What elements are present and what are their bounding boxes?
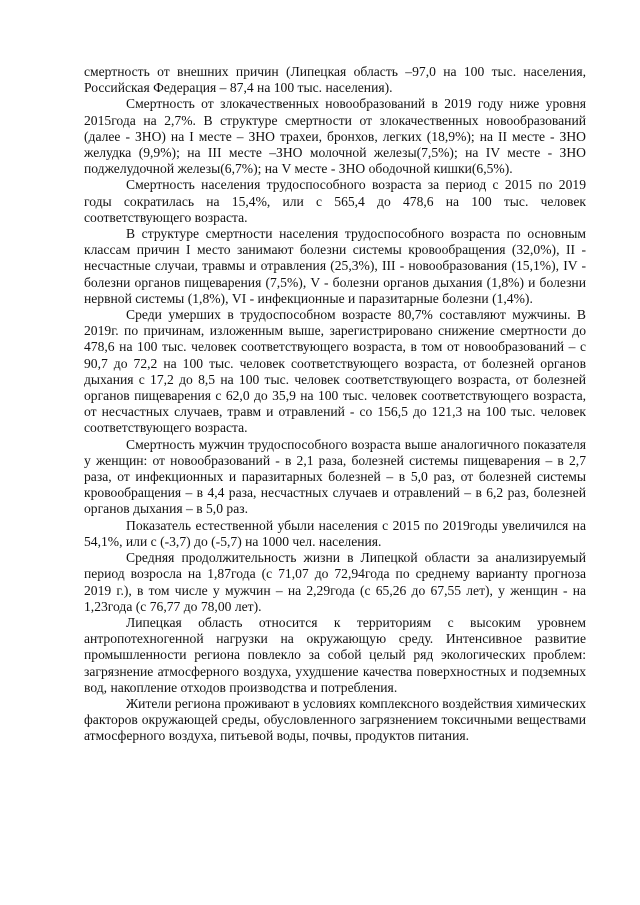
paragraph-external-causes-mortality: смертность от внешних причин (Липецкая область –97,0 на 100 тыс. населения, Российская Федерация – 87,4 на 100 тыс. населения). xyxy=(84,64,586,96)
paragraph-environmental-load: Липецкая область относится к территориям с высоким уровнем антропотехногенной нагрузки на окружающую среду. Интенсивное развитие промышленности региона повлекло за собой целый ряд экологических проблем: загрязнение атмосферного воздуха, ухудшение качества поверхностных и подземных вод, накопление отходов производства и потребления. xyxy=(84,614,586,695)
paragraph-life-expectancy: Средняя продолжительность жизни в Липецкой области за анализируемый период возросла на 1,87года (с 71,07 до 72,94года по среднему варианту прогноза 2019 г.), в том числе у мужчин – на 2,29года (с 65,26 до 67,55 лет), у женщин - на 1,23года (с 76,77 до 78,00 лет). xyxy=(84,550,586,614)
paragraph-cancer-mortality: Смертность от злокачественных новообразований в 2019 году ниже уровня 2015года на 2,7%. В структуре смертности от злокачественных новообразований (далее - ЗНО) на I месте – ЗНО трахеи, бронхов, легких (18,9%); на II месте - ЗНО желудка (9,9%); на III месте –ЗНО молочной железы(7,5%); на IV месте - ЗНО поджелудочной железы(6,7%); на V месте - ЗНО ободочной кишки(6,5%). xyxy=(84,96,586,177)
paragraph-working-age-mortality: Смертность населения трудоспособного возраста за период с 2015 по 2019 годы сократилась на 15,4%, или с 565,4 до 478,6 на 100 тыс. человек соответствующего возраста. xyxy=(84,177,586,225)
paragraph-chemical-factors: Жители региона проживают в условиях комплексного воздействия химических факторов окружающей среды, обусловленного загрязнением токсичными веществами атмосферного воздуха, питьевой воды, почвы, продуктов питания. xyxy=(84,695,586,744)
paragraph-male-female-comparison: Смертность мужчин трудоспособного возраста выше аналогичного показателя у женщин: от новообразований - в 2,1 раза, болезней системы пищеварения – в 2,7 раза, от инфекционных и паразитарных болезней – в 5,0 раз, от болезней системы кровообращения – в 4,4 раза, несчастных случаев и отравлений – в 6,2 раз, болезней органов дыхания – в 5,0 раз. xyxy=(84,436,586,517)
paragraph-natural-decline: Показатель естественной убыли населения с 2015 по 2019годы увеличился на 54,1%, или с (-3,7) до (-5,7) на 1000 чел. населения. xyxy=(84,517,586,549)
document-page xyxy=(84,64,586,745)
paragraph-mortality-structure: В структуре смертности населения трудоспособного возраста по основным классам причин I место занимают болезни системы кровообращения (32,0%), II - несчастные случаи, травмы и отравления (25,3%), III - новообразования (15,1%), IV - болезни органов пищеварения (7,5%), V - болезни органов дыхания (1,8%) и болезни нервной системы (1,8%), VI - инфекционные и паразитарные болезни (1,4%). xyxy=(84,226,586,306)
paragraph-male-deaths-share: Среди умерших в трудоспособном возрасте 80,7% составляют мужчины. В 2019г. по причинам, изложенным выше, зарегистрировано снижение смертности до 478,6 на 100 тыс. человек соответствующего возраста, в том от новообразований – с 90,7 до 72,2 на 100 тыс. человек соответствующего возраста, от болезней органов дыхания с 17,2 до 8,5 на 100 тыс. человек соответствующего возраста, от болезней органов пищеварения с 62,0 до 35,9 на 100 тыс. человек соответствующего возраста, от несчастных случаев, травм и отравлений - со 156,5 до 121,3 на 100 тыс. человек соответствующего возраста. xyxy=(84,307,586,436)
